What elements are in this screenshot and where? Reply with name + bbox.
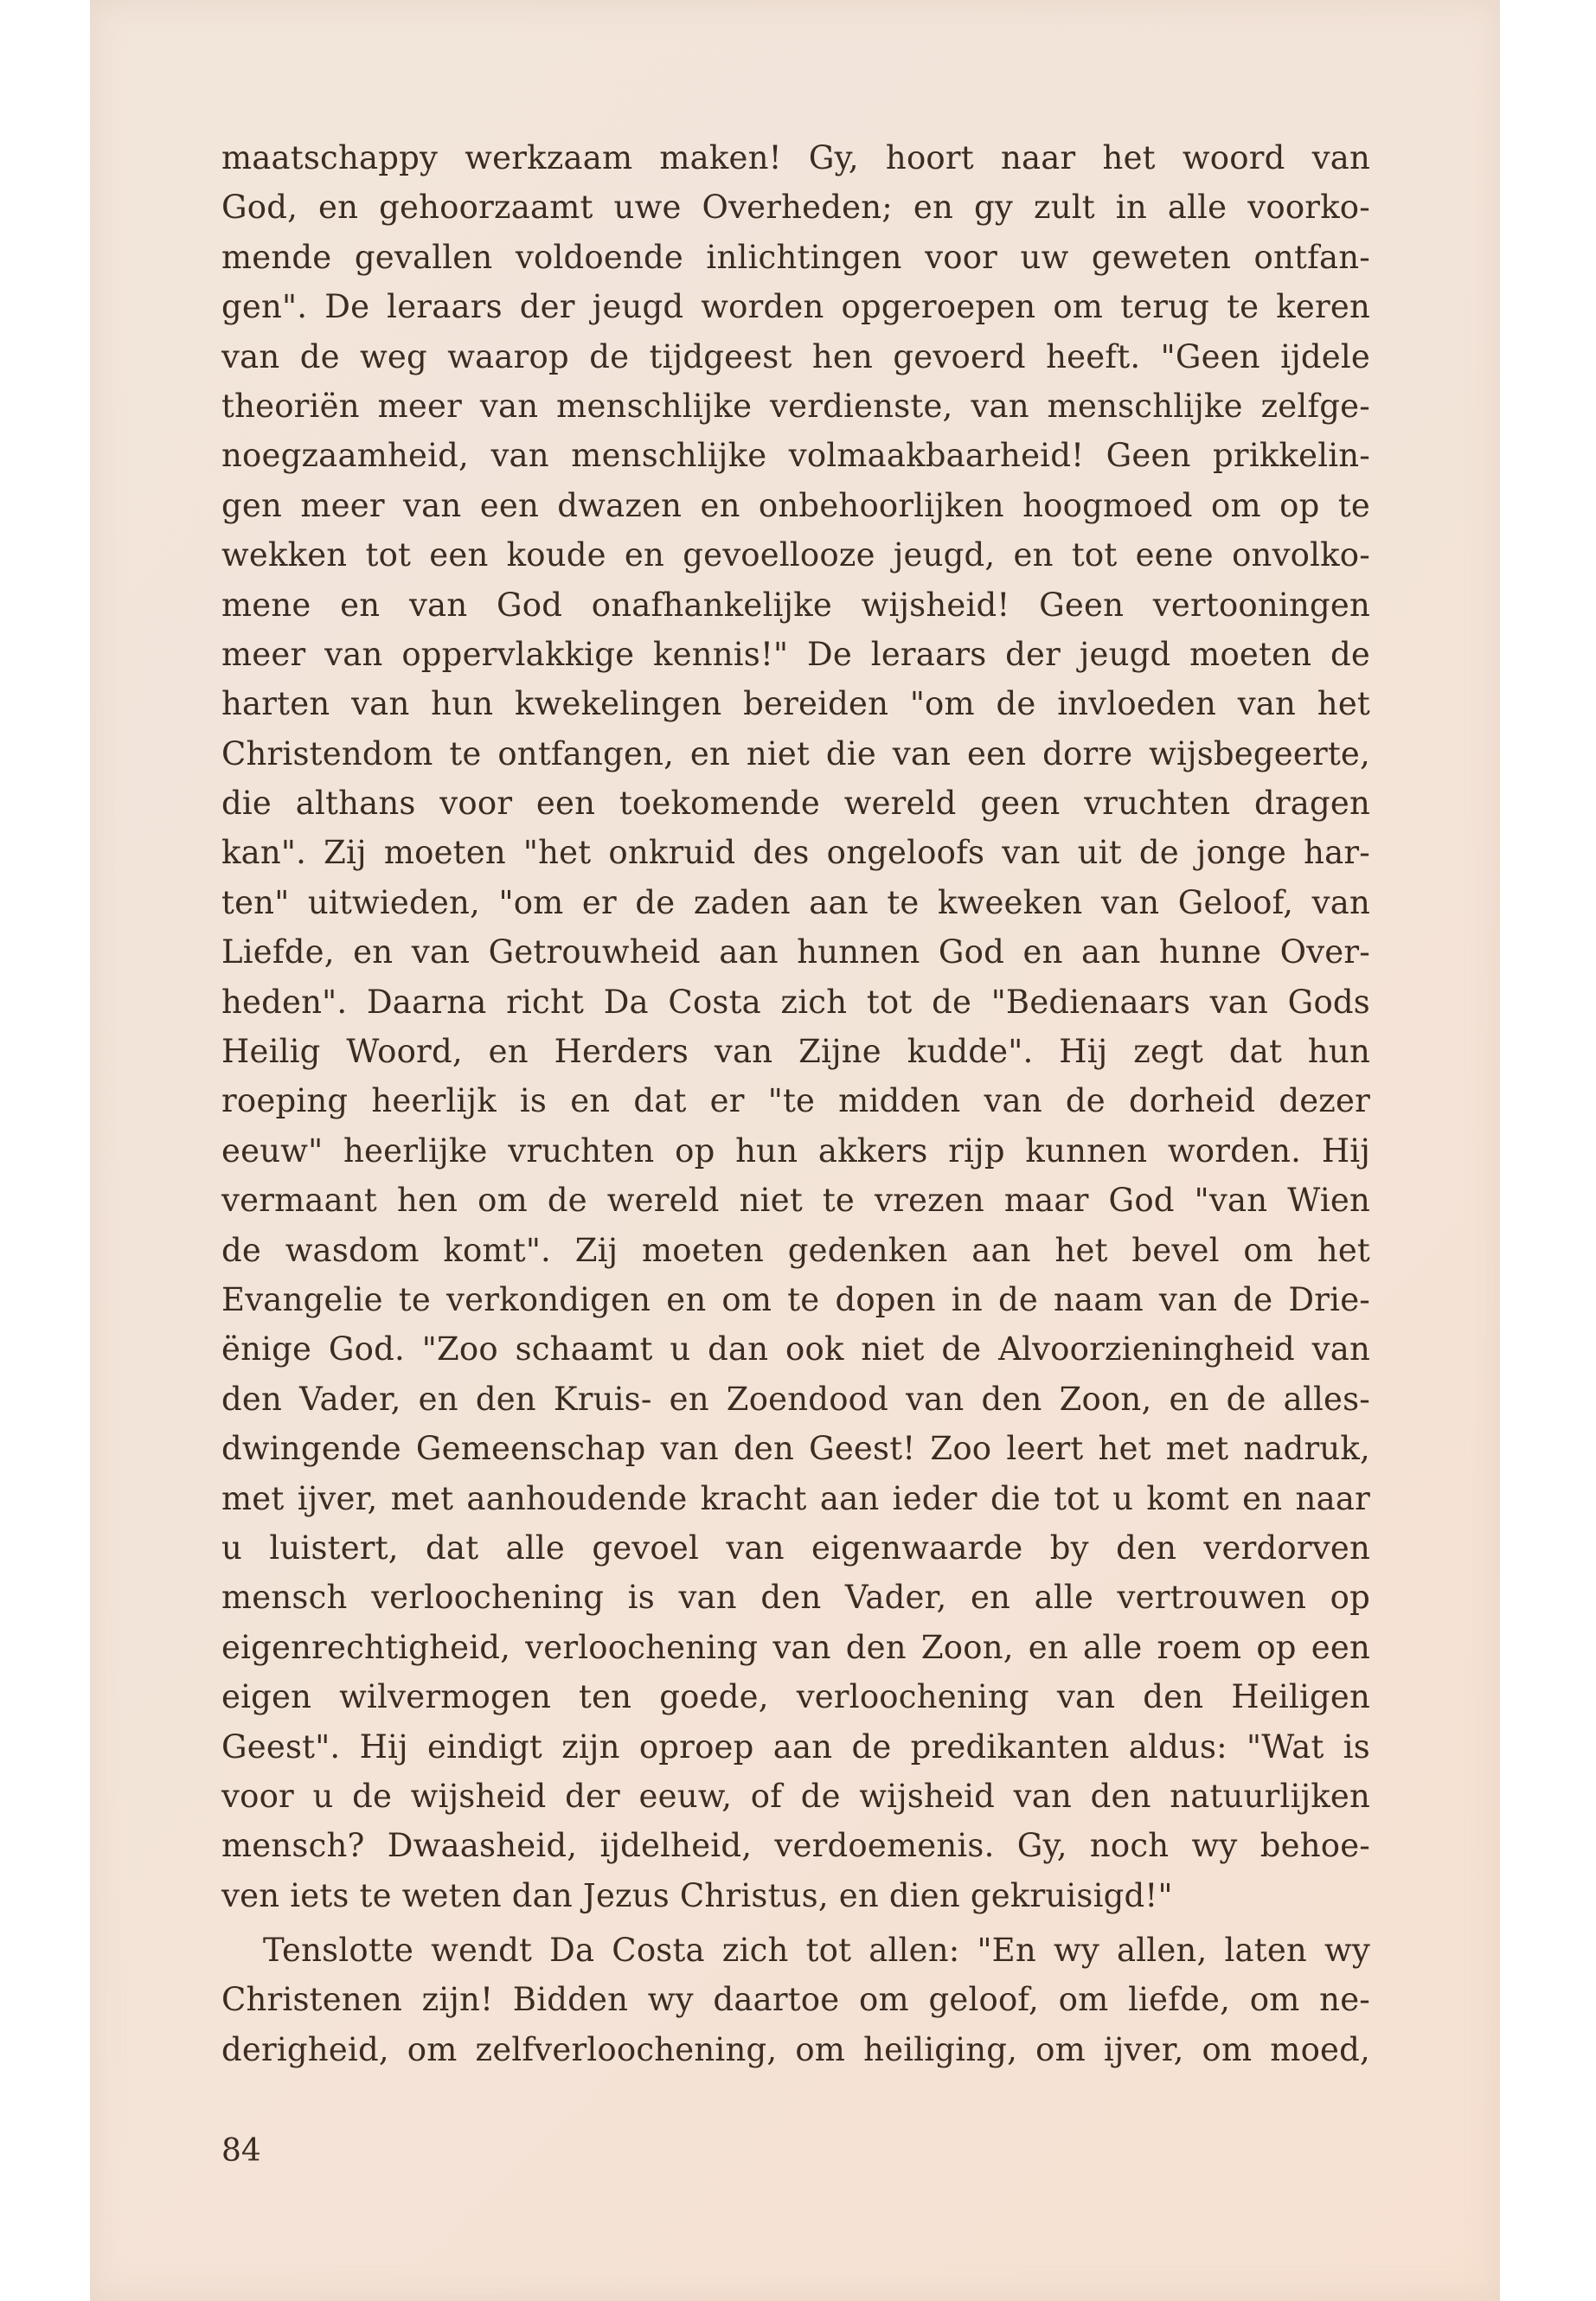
text-line: Heilig Woord, en Herders van Zijne kudde". Hij zegt dat hun <box>221 1033 1370 1071</box>
text-line: noegzaamheid, van menschlijke volmaakbaarheid! Geen prikkelin- <box>221 437 1370 475</box>
body-text <box>221 133 1370 2074</box>
text-line: derigheid, om zelfverloochening, om heiliging, om ijver, om moed, <box>221 2030 1370 2068</box>
text-line: met ijver, met aanhoudende kracht aan ieder die tot u komt en naar <box>221 1479 1370 1517</box>
text-line: maatschappy werkzaam maken! Gy, hoort naar het woord van <box>221 139 1370 176</box>
text-line: die althans voor een toekomende wereld geen vruchten dragen <box>221 785 1370 823</box>
text-line: eeuw" heerlijke vruchten op hun akkers rijp kunnen worden. Hij <box>221 1131 1370 1170</box>
text-line: Liefde, en van Getrouwheid aan hunnen God en aan hunne Over- <box>221 933 1370 971</box>
text-line: Tenslotte wendt Da Costa zich tot allen: "En wy allen, laten wy <box>263 1932 1370 1970</box>
text-line: de wasdom komt". Zij moeten gedenken aan het bevel om het <box>221 1231 1370 1269</box>
text-line: Christendom te ontfangen, en niet die van een dorre wijsbegeerte, <box>221 734 1370 772</box>
text-line: meer van oppervlakkige kennis!" De leraars der jeugd moeten de <box>221 635 1370 673</box>
text-line: mene en van God onafhankelijke wijsheid! Geen vertooningen <box>221 586 1370 624</box>
text-line: ten" uitwieden, "om er de zaden aan te kweeken van Geloof, van <box>221 883 1370 921</box>
text-line: u luistert, dat alle gevoel van eigenwaarde by den verdorven <box>221 1529 1370 1567</box>
text-line: gen meer van een dwazen en onbehoorlijken hoogmoed om op te <box>221 486 1370 524</box>
paragraph-1 <box>221 133 1370 1920</box>
text-line: ënige God. "Zoo schaamt u dan ook niet de Alvoorzieningheid van <box>221 1330 1370 1368</box>
text-line: eigenrechtigheid, verloochening van den Zoon, en alle roem op een <box>221 1628 1370 1666</box>
book-page <box>90 0 1500 2301</box>
text-line: den Vader, en den Kruis- en Zoendood van den Zoon, en de alles- <box>221 1380 1370 1418</box>
text-line: God, en gehoorzaamt uwe Overheden; en gy zult in alle voorko- <box>221 189 1370 227</box>
text-line: Geest". Hij eindigt zijn oproep aan de predikanten aldus: "Wat is <box>221 1727 1370 1766</box>
text-line: voor u de wijsheid der eeuw, of de wijsheid van den natuurlijken <box>221 1777 1370 1815</box>
text-line: dwingende Gemeenschap van den Geest! Zoo leert het met nadruk, <box>221 1430 1370 1468</box>
text-line: roeping heerlijk is en dat er "te midden van de dorheid dezer <box>221 1082 1370 1120</box>
text-line: mensch verloochening is van den Vader, en alle vertrouwen op <box>221 1579 1370 1617</box>
text-line: harten van hun kwekelingen bereiden "om de invloeden van het <box>221 685 1370 723</box>
text-line: heden". Daarna richt Da Costa zich tot de "Bedienaars van Gods <box>221 983 1370 1021</box>
text-line: vermaant hen om de wereld niet te vrezen maar God "van Wien <box>221 1182 1370 1220</box>
text-line: ven iets te weten dan Jezus Christus, en dien gekruisigd!" <box>221 1876 1173 1914</box>
text-line: van de weg waarop de tijdgeest hen gevoerd heeft. "Geen ijdele <box>221 337 1370 375</box>
page-number: 84 <box>221 2133 261 2169</box>
text-line: kan". Zij moeten "het onkruid des ongeloofs van uit de jonge har- <box>221 834 1370 872</box>
text-line: mende gevallen voldoende inlichtingen voor uw geweten ontfan- <box>221 238 1370 276</box>
text-line: theoriën meer van menschlijke verdienste, van menschlijke zelfge- <box>221 387 1370 425</box>
text-line: Evangelie te verkondigen en om te dopen in de naam van de Drie- <box>221 1280 1370 1318</box>
text-line: eigen wilvermogen ten goede, verloochening van den Heiligen <box>221 1678 1370 1716</box>
paragraph-2 <box>221 1926 1370 2074</box>
text-line: Christenen zijn! Bidden wy daartoe om geloof, om liefde, om ne- <box>221 1981 1370 2019</box>
text-line: mensch? Dwaasheid, ijdelheid, verdoemenis. Gy, noch wy behoe- <box>221 1827 1370 1865</box>
text-line: wekken tot een koude en gevoellooze jeugd, en tot eene onvolko- <box>221 536 1370 574</box>
text-line: gen". De leraars der jeugd worden opgeroepen om terug te keren <box>221 288 1370 326</box>
